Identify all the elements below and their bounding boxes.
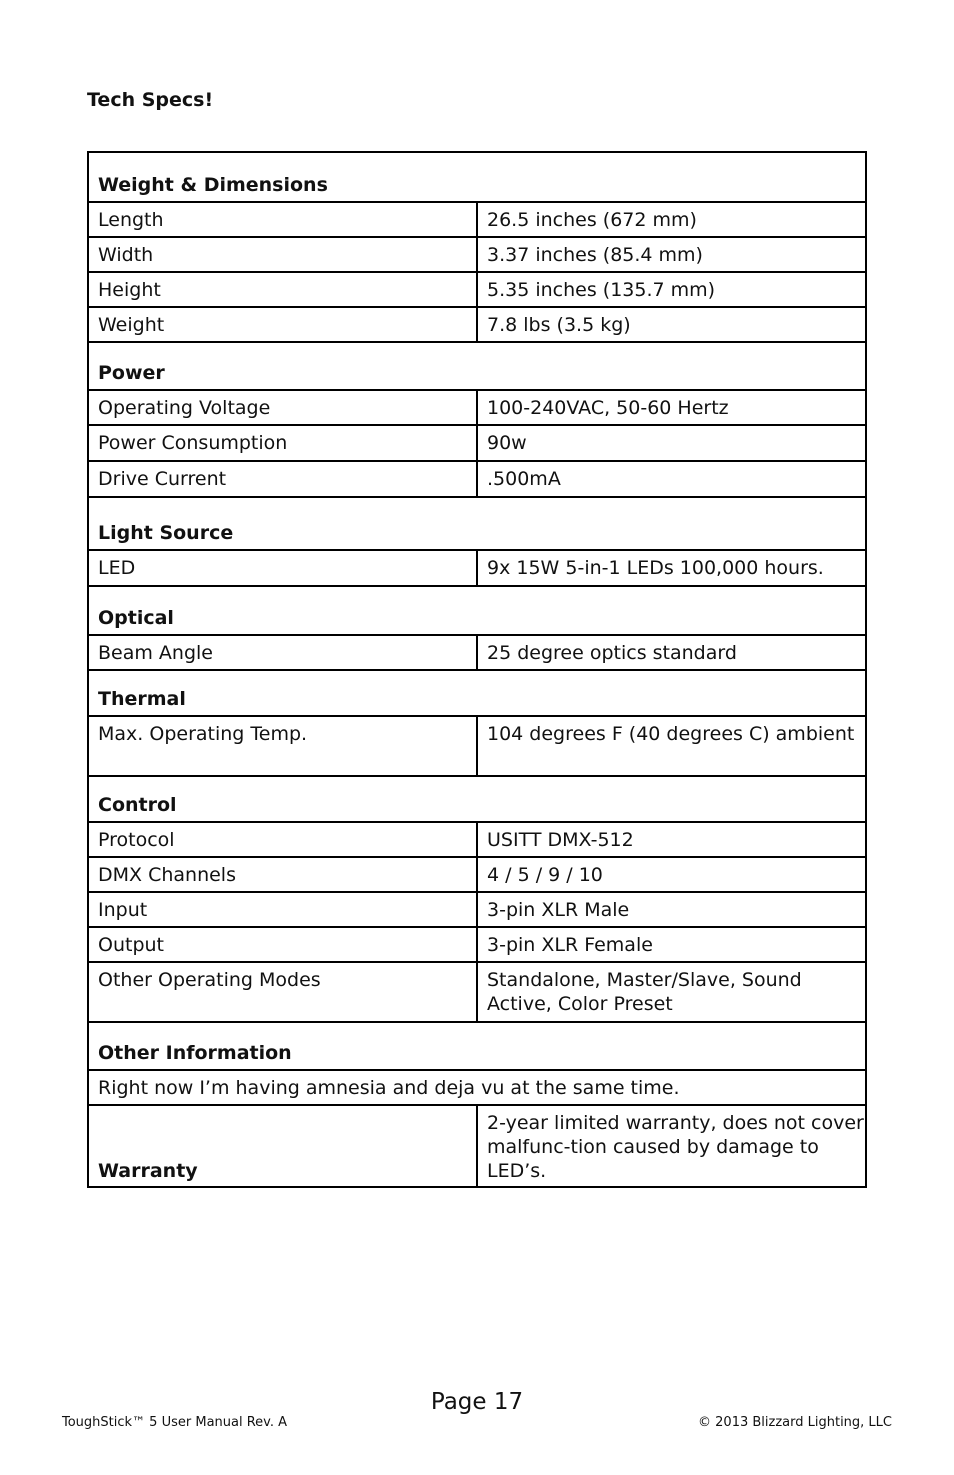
spec-value: 100-240VAC, 50-60 Hertz — [477, 390, 866, 425]
table-row — [88, 1105, 866, 1187]
table-row — [88, 635, 866, 670]
table-row — [88, 1070, 866, 1105]
spec-label: Operating Voltage — [88, 390, 477, 425]
section-header-optical — [88, 586, 866, 635]
section-title: Light Source — [88, 497, 866, 550]
table-row — [88, 927, 866, 962]
section-header-light-source — [88, 497, 866, 550]
note-text: Right now I’m having amnesia and deja vu at the same time. — [88, 1070, 866, 1105]
section-title: Other Information — [88, 1022, 866, 1070]
section-title: Weight & Dimensions — [88, 152, 866, 202]
spec-label: Power Consumption — [88, 425, 477, 461]
spec-table — [87, 151, 867, 1188]
spec-label: Beam Angle — [88, 635, 477, 670]
section-title: Control — [88, 776, 866, 822]
spec-label: Weight — [88, 307, 477, 342]
spec-value: 2-year limited warranty, does not cover malfunc-tion caused by damage to LED’s. — [477, 1105, 866, 1187]
spec-value: 25 degree optics standard — [477, 635, 866, 670]
spec-label: Input — [88, 892, 477, 927]
section-header-thermal — [88, 670, 866, 716]
page-number: Page 17 — [430, 1389, 524, 1415]
spec-value: 9x 15W 5-in-1 LEDs 100,000 hours. — [477, 550, 866, 586]
section-title: Power — [88, 342, 866, 390]
spec-value: 4 / 5 / 9 / 10 — [477, 857, 866, 892]
section-header-weight-dimensions — [88, 152, 866, 202]
table-row — [88, 202, 866, 237]
section-header-other-information — [88, 1022, 866, 1070]
spec-label: DMX Channels — [88, 857, 477, 892]
footer-manual-title: ToughStick™ 5 User Manual Rev. A — [62, 1415, 288, 1430]
page-heading: Tech Specs! — [87, 89, 214, 111]
spec-value: 26.5 inches (672 mm) — [477, 202, 866, 237]
table-row — [88, 307, 866, 342]
spec-value: Standalone, Master/Slave, Sound Active, Color Preset — [477, 962, 866, 1022]
spec-label: Other Operating Modes — [88, 962, 477, 1022]
table-row — [88, 716, 866, 776]
spec-label: Output — [88, 927, 477, 962]
section-header-control — [88, 776, 866, 822]
spec-label: Drive Current — [88, 461, 477, 497]
table-row — [88, 857, 866, 892]
spec-value: 104 degrees F (40 degrees C) ambient — [477, 716, 866, 776]
spec-value: USITT DMX-512 — [477, 822, 866, 857]
table-row — [88, 272, 866, 307]
section-title: Optical — [88, 586, 866, 635]
spec-value: 90w — [477, 425, 866, 461]
spec-value: 5.35 inches (135.7 mm) — [477, 272, 866, 307]
table-row — [88, 390, 866, 425]
spec-label: Max. Operating Temp. — [88, 716, 477, 776]
spec-label: Length — [88, 202, 477, 237]
table-row — [88, 822, 866, 857]
spec-label: Protocol — [88, 822, 477, 857]
spec-label: Warranty — [88, 1105, 477, 1187]
spec-value: 3-pin XLR Male — [477, 892, 866, 927]
spec-label: Height — [88, 272, 477, 307]
spec-value: .500mA — [477, 461, 866, 497]
footer-copyright: © 2013 Blizzard Lighting, LLC — [698, 1415, 892, 1430]
table-row — [88, 892, 866, 927]
table-row — [88, 962, 866, 1022]
table-row — [88, 550, 866, 586]
spec-value: 3-pin XLR Female — [477, 927, 866, 962]
table-row — [88, 425, 866, 461]
table-row — [88, 237, 866, 272]
spec-label: Width — [88, 237, 477, 272]
section-header-power — [88, 342, 866, 390]
section-title: Thermal — [88, 670, 866, 716]
table-row — [88, 461, 866, 497]
spec-value: 3.37 inches (85.4 mm) — [477, 237, 866, 272]
spec-label: LED — [88, 550, 477, 586]
spec-value: 7.8 lbs (3.5 kg) — [477, 307, 866, 342]
